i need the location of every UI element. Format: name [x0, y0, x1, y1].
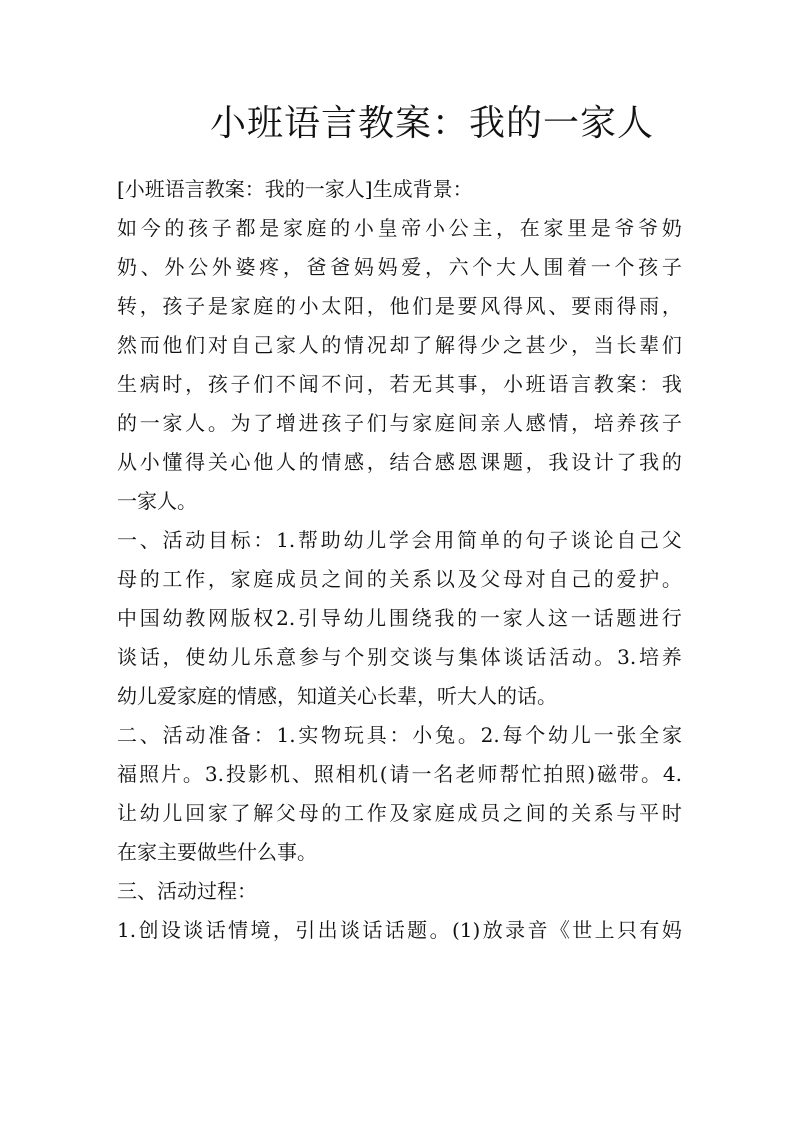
text-line: 从 小 懂 得 关 心 他 人 的 情 感 ， 结 合 感 恩 课 题 ， 我 设 计 了 我 的	[117, 450, 682, 474]
text-line: 奶 、 外 公 外 婆 疼 ， 爸 爸 妈 妈 爱 ， 六 个 大 人 围 着 一 个 孩 子	[117, 255, 682, 279]
text-line: 三、活动过程：	[117, 879, 257, 903]
text-line: 如 今 的 孩 子 都 是 家 庭 的 小 皇 帝 小 公 主 ， 在 家 里 是 爷 爷 奶	[117, 216, 682, 240]
text-line: 让 幼 儿 回 家 了 解 父 母 的 工 作 及 家 庭 成 员 之 间 的 关 系 与 平 时	[117, 801, 682, 825]
text-line: 幼儿爱家庭的情感，知道关心长辈，听大人的话。	[117, 684, 557, 708]
text-line: 中 国 幼 教 网 版 权 2. 引 导 幼 儿 围 绕 我 的 一 家 人 这 一 话 题 进 行	[117, 606, 682, 630]
document-title: 小班语言教案：我的一家人	[209, 103, 654, 144]
text-line: 生 病 时 ， 孩 子 们 不 闻 不 问 ， 若 无 其 事 ， 小 班 语 言 教 案 ： 我	[117, 372, 682, 396]
text-line: 二 、 活 动 准 备 ： 1. 实 物 玩 具 ： 小 兔 。 2. 每 个 幼 儿 一 张 全 家	[117, 723, 682, 747]
text-line: 福 照 片 。 3. 投 影 机 、 照 相 机 ( 请 一 名 老 师 帮 忙 拍 照 ) 磁 带 。 4.	[117, 762, 682, 786]
text-line: 在家主要做些什么事。	[117, 840, 317, 864]
text-line: [小班语言教案：我的一家人]生成背景：	[117, 177, 473, 201]
text-line: 一 、 活 动 目 标 ： 1. 帮 助 幼 儿 学 会 用 简 单 的 句 子 谈 论 自 己 父	[117, 528, 682, 552]
text-line: 母 的 工 作 ， 家 庭 成 员 之 间 的 关 系 以 及 父 母 对 自 己 的 爱 护 。	[117, 567, 682, 591]
text-line: 然 而 他 们 对 自 己 家 人 的 情 况 却 了 解 得 少 之 甚 少 ， 当 长 辈 们	[117, 333, 682, 357]
text-line: 一家人。	[117, 489, 197, 513]
text-line: 1. 创 设 谈 话 情 境 ， 引 出 谈 话 话 题 。 (1) 放 录 音 《 世 上 只 有 妈	[117, 918, 682, 942]
text-line: 谈 话 ， 使 幼 儿 乐 意 参 与 个 别 交 谈 与 集 体 谈 话 活 动 。 3. 培 养	[117, 645, 682, 669]
text-line: 的 一 家 人 。 为 了 增 进 孩 子 们 与 家 庭 间 亲 人 感 情 ， 培 养 孩 子	[117, 411, 682, 435]
document-body	[117, 170, 682, 950]
text-line: 转 ， 孩 子 是 家 庭 的 小 太 阳 ， 他 们 是 要 风 得 风 、 要 雨 得 雨 ，	[117, 294, 682, 318]
